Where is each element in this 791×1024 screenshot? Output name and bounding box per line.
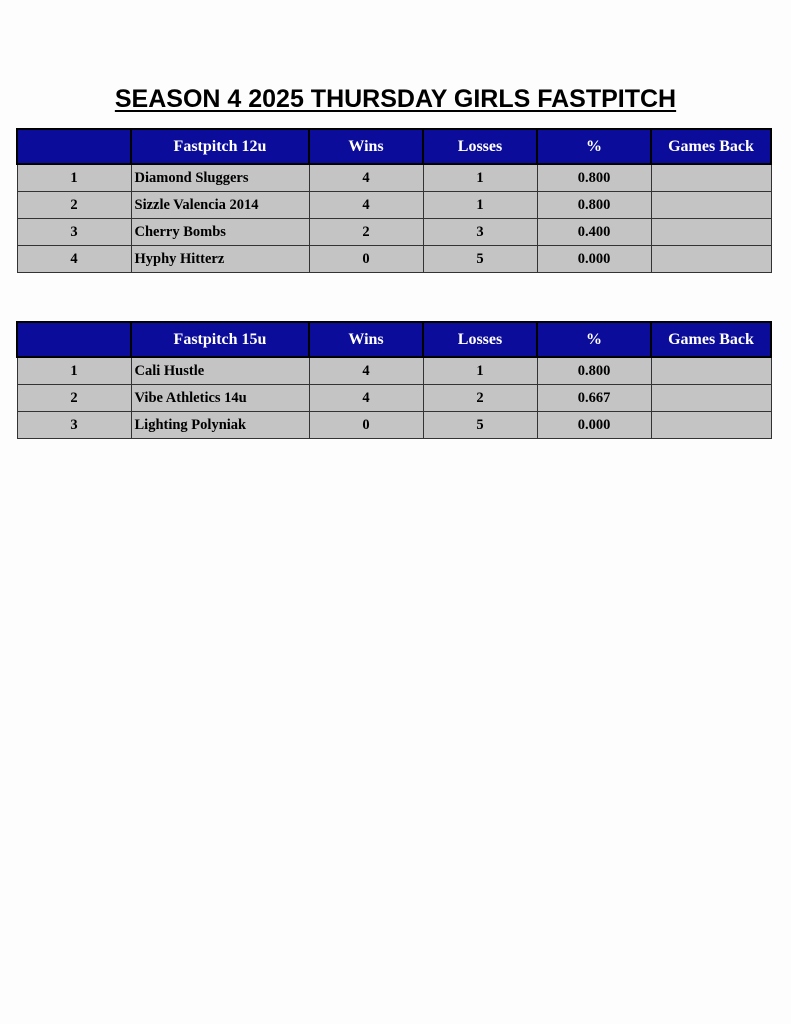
- games-back-cell: [651, 357, 771, 385]
- games-back-cell: [651, 192, 771, 219]
- rank-cell: 4: [17, 246, 131, 273]
- header-division-name: Fastpitch 15u: [131, 322, 309, 357]
- wins-cell: 4: [309, 385, 423, 412]
- pct-cell: 0.000: [537, 246, 651, 273]
- header-rank: [17, 322, 131, 357]
- team-cell: Hyphy Hitterz: [131, 246, 309, 273]
- header-wins: Wins: [309, 129, 423, 164]
- table-header-row: [17, 322, 771, 357]
- pct-cell: 0.000: [537, 412, 651, 439]
- pct-cell: 0.667: [537, 385, 651, 412]
- rank-cell: 2: [17, 192, 131, 219]
- standings-table-15u: [16, 321, 772, 439]
- page-title-text: SEASON 4 2025 THURSDAY GIRLS FASTPITCH: [114, 85, 677, 113]
- header-wins: Wins: [309, 322, 423, 357]
- standings-table-12u: [16, 128, 772, 273]
- rank-cell: 1: [17, 164, 131, 192]
- pct-cell: 0.800: [537, 357, 651, 385]
- games-back-cell: [651, 246, 771, 273]
- pct-cell: 0.800: [537, 192, 651, 219]
- losses-cell: 3: [423, 219, 537, 246]
- rank-cell: 3: [17, 219, 131, 246]
- table-row: [17, 246, 771, 273]
- wins-cell: 4: [309, 192, 423, 219]
- losses-cell: 1: [423, 164, 537, 192]
- wins-cell: 0: [309, 246, 423, 273]
- header-pct: %: [537, 322, 651, 357]
- wins-cell: 4: [309, 357, 423, 385]
- table-row: [17, 357, 771, 385]
- games-back-cell: [651, 412, 771, 439]
- header-games-back: Games Back: [651, 129, 771, 164]
- games-back-cell: [651, 164, 771, 192]
- header-losses: Losses: [423, 322, 537, 357]
- games-back-cell: [651, 219, 771, 246]
- pct-cell: 0.400: [537, 219, 651, 246]
- wins-cell: 4: [309, 164, 423, 192]
- rank-cell: 1: [17, 357, 131, 385]
- losses-cell: 1: [423, 192, 537, 219]
- losses-cell: 5: [423, 412, 537, 439]
- header-losses: Losses: [423, 129, 537, 164]
- losses-cell: 5: [423, 246, 537, 273]
- header-rank: [17, 129, 131, 164]
- header-pct: %: [537, 129, 651, 164]
- rank-cell: 3: [17, 412, 131, 439]
- team-cell: Cali Hustle: [131, 357, 309, 385]
- page-title: [0, 82, 791, 116]
- header-games-back: Games Back: [651, 322, 771, 357]
- team-cell: Lighting Polyniak: [131, 412, 309, 439]
- rank-cell: 2: [17, 385, 131, 412]
- header-division-name: Fastpitch 12u: [131, 129, 309, 164]
- team-cell: Sizzle Valencia 2014: [131, 192, 309, 219]
- losses-cell: 1: [423, 357, 537, 385]
- table-header-row: [17, 129, 771, 164]
- table-row: [17, 219, 771, 246]
- team-cell: Cherry Bombs: [131, 219, 309, 246]
- team-cell: Vibe Athletics 14u: [131, 385, 309, 412]
- pct-cell: 0.800: [537, 164, 651, 192]
- table-row: [17, 412, 771, 439]
- games-back-cell: [651, 385, 771, 412]
- team-cell: Diamond Sluggers: [131, 164, 309, 192]
- table-row: [17, 164, 771, 192]
- wins-cell: 2: [309, 219, 423, 246]
- table-row: [17, 385, 771, 412]
- wins-cell: 0: [309, 412, 423, 439]
- table-row: [17, 192, 771, 219]
- losses-cell: 2: [423, 385, 537, 412]
